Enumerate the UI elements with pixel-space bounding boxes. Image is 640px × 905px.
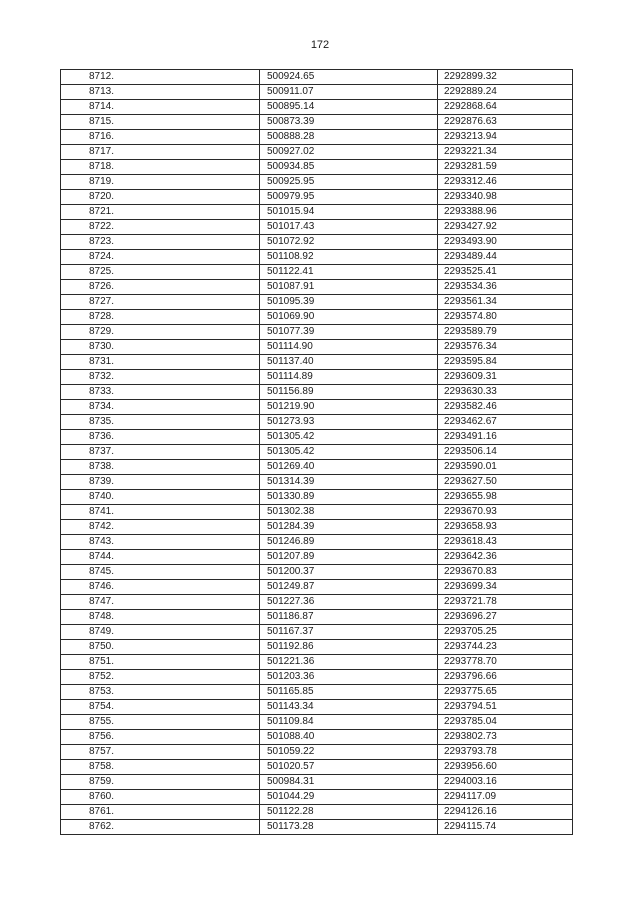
table-row — [61, 190, 573, 205]
x-coordinate-cell: 501227.36 — [260, 595, 438, 610]
y-coordinate-cell: 2293590.01 — [438, 460, 573, 475]
x-coordinate-cell: 500984.31 — [260, 775, 438, 790]
y-coordinate-cell: 2294117.09 — [438, 790, 573, 805]
y-coordinate-cell: 2293796.66 — [438, 670, 573, 685]
x-coordinate-cell: 501044.29 — [260, 790, 438, 805]
point-number-cell: 8720. — [61, 190, 260, 205]
y-coordinate-cell: 2292868.64 — [438, 100, 573, 115]
x-coordinate-cell: 501284.39 — [260, 520, 438, 535]
point-number-cell: 8729. — [61, 325, 260, 340]
x-coordinate-cell: 501246.89 — [260, 535, 438, 550]
x-coordinate-cell: 501221.36 — [260, 655, 438, 670]
point-number-cell: 8737. — [61, 445, 260, 460]
table-row — [61, 295, 573, 310]
point-number-cell: 8747. — [61, 595, 260, 610]
y-coordinate-cell: 2293802.73 — [438, 730, 573, 745]
point-number-cell: 8752. — [61, 670, 260, 685]
y-coordinate-cell: 2293427.92 — [438, 220, 573, 235]
x-coordinate-cell: 501314.39 — [260, 475, 438, 490]
y-coordinate-cell: 2293388.96 — [438, 205, 573, 220]
y-coordinate-cell: 2293794.51 — [438, 700, 573, 715]
y-coordinate-cell: 2293670.93 — [438, 505, 573, 520]
point-number-cell: 8759. — [61, 775, 260, 790]
x-coordinate-cell: 500924.65 — [260, 70, 438, 85]
table-row — [61, 175, 573, 190]
point-number-cell: 8731. — [61, 355, 260, 370]
y-coordinate-cell: 2293696.27 — [438, 610, 573, 625]
table-row — [61, 115, 573, 130]
x-coordinate-cell: 501305.42 — [260, 430, 438, 445]
y-coordinate-cell: 2293582.46 — [438, 400, 573, 415]
x-coordinate-cell: 501219.90 — [260, 400, 438, 415]
table-row — [61, 490, 573, 505]
y-coordinate-cell: 2293574.80 — [438, 310, 573, 325]
table-row — [61, 85, 573, 100]
coordinates-table — [60, 69, 573, 835]
point-number-cell: 8734. — [61, 400, 260, 415]
table-row — [61, 370, 573, 385]
table-row — [61, 310, 573, 325]
x-coordinate-cell: 501207.89 — [260, 550, 438, 565]
point-number-cell: 8733. — [61, 385, 260, 400]
point-number-cell: 8722. — [61, 220, 260, 235]
point-number-cell: 8743. — [61, 535, 260, 550]
y-coordinate-cell: 2294003.16 — [438, 775, 573, 790]
x-coordinate-cell: 501302.38 — [260, 505, 438, 520]
point-number-cell: 8726. — [61, 280, 260, 295]
y-coordinate-cell: 2293658.93 — [438, 520, 573, 535]
table-row — [61, 220, 573, 235]
x-coordinate-cell: 501109.84 — [260, 715, 438, 730]
x-coordinate-cell: 501059.22 — [260, 745, 438, 760]
x-coordinate-cell: 501167.37 — [260, 625, 438, 640]
y-coordinate-cell: 2293778.70 — [438, 655, 573, 670]
coordinates-table-body — [61, 70, 573, 835]
x-coordinate-cell: 501143.34 — [260, 700, 438, 715]
y-coordinate-cell: 2293609.31 — [438, 370, 573, 385]
y-coordinate-cell: 2292876.63 — [438, 115, 573, 130]
table-row — [61, 460, 573, 475]
page-number: 172 — [310, 39, 330, 51]
y-coordinate-cell: 2293493.90 — [438, 235, 573, 250]
y-coordinate-cell: 2293221.34 — [438, 145, 573, 160]
x-coordinate-cell: 501273.93 — [260, 415, 438, 430]
y-coordinate-cell: 2293489.44 — [438, 250, 573, 265]
point-number-cell: 8716. — [61, 130, 260, 145]
point-number-cell: 8753. — [61, 685, 260, 700]
point-number-cell: 8718. — [61, 160, 260, 175]
table-row — [61, 580, 573, 595]
point-number-cell: 8736. — [61, 430, 260, 445]
y-coordinate-cell: 2293630.33 — [438, 385, 573, 400]
y-coordinate-cell: 2293340.98 — [438, 190, 573, 205]
x-coordinate-cell: 501095.39 — [260, 295, 438, 310]
table-row — [61, 340, 573, 355]
point-number-cell: 8760. — [61, 790, 260, 805]
y-coordinate-cell: 2293956.60 — [438, 760, 573, 775]
point-number-cell: 8712. — [61, 70, 260, 85]
y-coordinate-cell: 2293618.43 — [438, 535, 573, 550]
point-number-cell: 8757. — [61, 745, 260, 760]
y-coordinate-cell: 2293213.94 — [438, 130, 573, 145]
table-row — [61, 640, 573, 655]
y-coordinate-cell: 2293793.78 — [438, 745, 573, 760]
point-number-cell: 8735. — [61, 415, 260, 430]
x-coordinate-cell: 501114.90 — [260, 340, 438, 355]
x-coordinate-cell: 501122.41 — [260, 265, 438, 280]
y-coordinate-cell: 2293491.16 — [438, 430, 573, 445]
x-coordinate-cell: 501069.90 — [260, 310, 438, 325]
table-row — [61, 685, 573, 700]
point-number-cell: 8750. — [61, 640, 260, 655]
x-coordinate-cell: 501156.89 — [260, 385, 438, 400]
y-coordinate-cell: 2293312.46 — [438, 175, 573, 190]
table-row — [61, 145, 573, 160]
y-coordinate-cell: 2294115.74 — [438, 820, 573, 835]
point-number-cell: 8728. — [61, 310, 260, 325]
x-coordinate-cell: 501088.40 — [260, 730, 438, 745]
point-number-cell: 8723. — [61, 235, 260, 250]
x-coordinate-cell: 501200.37 — [260, 565, 438, 580]
y-coordinate-cell: 2293534.36 — [438, 280, 573, 295]
x-coordinate-cell: 501269.40 — [260, 460, 438, 475]
y-coordinate-cell: 2293561.34 — [438, 295, 573, 310]
point-number-cell: 8730. — [61, 340, 260, 355]
point-number-cell: 8740. — [61, 490, 260, 505]
point-number-cell: 8762. — [61, 820, 260, 835]
table-row — [61, 625, 573, 640]
x-coordinate-cell: 500911.07 — [260, 85, 438, 100]
point-number-cell: 8754. — [61, 700, 260, 715]
y-coordinate-cell: 2293589.79 — [438, 325, 573, 340]
x-coordinate-cell: 501165.85 — [260, 685, 438, 700]
table-row — [61, 235, 573, 250]
table-row — [61, 715, 573, 730]
point-number-cell: 8717. — [61, 145, 260, 160]
y-coordinate-cell: 2294126.16 — [438, 805, 573, 820]
point-number-cell: 8749. — [61, 625, 260, 640]
table-row — [61, 760, 573, 775]
point-number-cell: 8721. — [61, 205, 260, 220]
x-coordinate-cell: 501330.89 — [260, 490, 438, 505]
point-number-cell: 8756. — [61, 730, 260, 745]
table-row — [61, 565, 573, 580]
table-row — [61, 325, 573, 340]
y-coordinate-cell: 2293705.25 — [438, 625, 573, 640]
y-coordinate-cell: 2293525.41 — [438, 265, 573, 280]
y-coordinate-cell: 2292889.24 — [438, 85, 573, 100]
x-coordinate-cell: 500934.85 — [260, 160, 438, 175]
table-row — [61, 670, 573, 685]
point-number-cell: 8742. — [61, 520, 260, 535]
table-row — [61, 745, 573, 760]
point-number-cell: 8732. — [61, 370, 260, 385]
y-coordinate-cell: 2293744.23 — [438, 640, 573, 655]
point-number-cell: 8751. — [61, 655, 260, 670]
x-coordinate-cell: 501305.42 — [260, 445, 438, 460]
table-row — [61, 250, 573, 265]
y-coordinate-cell: 2293642.36 — [438, 550, 573, 565]
y-coordinate-cell: 2293281.59 — [438, 160, 573, 175]
table-row — [61, 400, 573, 415]
y-coordinate-cell: 2293627.50 — [438, 475, 573, 490]
x-coordinate-cell: 501249.87 — [260, 580, 438, 595]
point-number-cell: 8744. — [61, 550, 260, 565]
point-number-cell: 8714. — [61, 100, 260, 115]
table-row — [61, 265, 573, 280]
table-row — [61, 730, 573, 745]
table-row — [61, 595, 573, 610]
table-row — [61, 520, 573, 535]
table-row — [61, 610, 573, 625]
x-coordinate-cell: 501114.89 — [260, 370, 438, 385]
table-row — [61, 205, 573, 220]
point-number-cell: 8739. — [61, 475, 260, 490]
y-coordinate-cell: 2293595.84 — [438, 355, 573, 370]
table-row — [61, 820, 573, 835]
point-number-cell: 8727. — [61, 295, 260, 310]
table-row — [61, 130, 573, 145]
point-number-cell: 8748. — [61, 610, 260, 625]
table-row — [61, 160, 573, 175]
table-row — [61, 505, 573, 520]
point-number-cell: 8761. — [61, 805, 260, 820]
table-row — [61, 280, 573, 295]
table-row — [61, 805, 573, 820]
point-number-cell: 8724. — [61, 250, 260, 265]
table-row — [61, 445, 573, 460]
table-row — [61, 100, 573, 115]
y-coordinate-cell: 2293576.34 — [438, 340, 573, 355]
y-coordinate-cell: 2293721.78 — [438, 595, 573, 610]
point-number-cell: 8745. — [61, 565, 260, 580]
point-number-cell: 8715. — [61, 115, 260, 130]
table-row — [61, 550, 573, 565]
table-row — [61, 415, 573, 430]
point-number-cell: 8713. — [61, 85, 260, 100]
x-coordinate-cell: 501173.28 — [260, 820, 438, 835]
point-number-cell: 8755. — [61, 715, 260, 730]
point-number-cell: 8725. — [61, 265, 260, 280]
x-coordinate-cell: 500979.95 — [260, 190, 438, 205]
x-coordinate-cell: 501186.87 — [260, 610, 438, 625]
x-coordinate-cell: 501122.28 — [260, 805, 438, 820]
x-coordinate-cell: 501015.94 — [260, 205, 438, 220]
x-coordinate-cell: 501087.91 — [260, 280, 438, 295]
y-coordinate-cell: 2293655.98 — [438, 490, 573, 505]
y-coordinate-cell: 2293462.67 — [438, 415, 573, 430]
point-number-cell: 8738. — [61, 460, 260, 475]
table-row — [61, 70, 573, 85]
point-number-cell: 8741. — [61, 505, 260, 520]
table-row — [61, 790, 573, 805]
x-coordinate-cell: 501020.57 — [260, 760, 438, 775]
x-coordinate-cell: 500925.95 — [260, 175, 438, 190]
y-coordinate-cell: 2293506.14 — [438, 445, 573, 460]
table-row — [61, 385, 573, 400]
point-number-cell: 8758. — [61, 760, 260, 775]
y-coordinate-cell: 2293775.65 — [438, 685, 573, 700]
table-row — [61, 355, 573, 370]
y-coordinate-cell: 2293699.34 — [438, 580, 573, 595]
x-coordinate-cell: 501017.43 — [260, 220, 438, 235]
point-number-cell: 8719. — [61, 175, 260, 190]
y-coordinate-cell: 2292899.32 — [438, 70, 573, 85]
point-number-cell: 8746. — [61, 580, 260, 595]
table-row — [61, 655, 573, 670]
x-coordinate-cell: 500888.28 — [260, 130, 438, 145]
table-row — [61, 700, 573, 715]
x-coordinate-cell: 501072.92 — [260, 235, 438, 250]
x-coordinate-cell: 500873.39 — [260, 115, 438, 130]
table-row — [61, 535, 573, 550]
y-coordinate-cell: 2293785.04 — [438, 715, 573, 730]
x-coordinate-cell: 501077.39 — [260, 325, 438, 340]
x-coordinate-cell: 500927.02 — [260, 145, 438, 160]
table-row — [61, 775, 573, 790]
x-coordinate-cell: 501108.92 — [260, 250, 438, 265]
table-row — [61, 475, 573, 490]
x-coordinate-cell: 501192.86 — [260, 640, 438, 655]
x-coordinate-cell: 501137.40 — [260, 355, 438, 370]
y-coordinate-cell: 2293670.83 — [438, 565, 573, 580]
table-row — [61, 430, 573, 445]
x-coordinate-cell: 501203.36 — [260, 670, 438, 685]
x-coordinate-cell: 500895.14 — [260, 100, 438, 115]
